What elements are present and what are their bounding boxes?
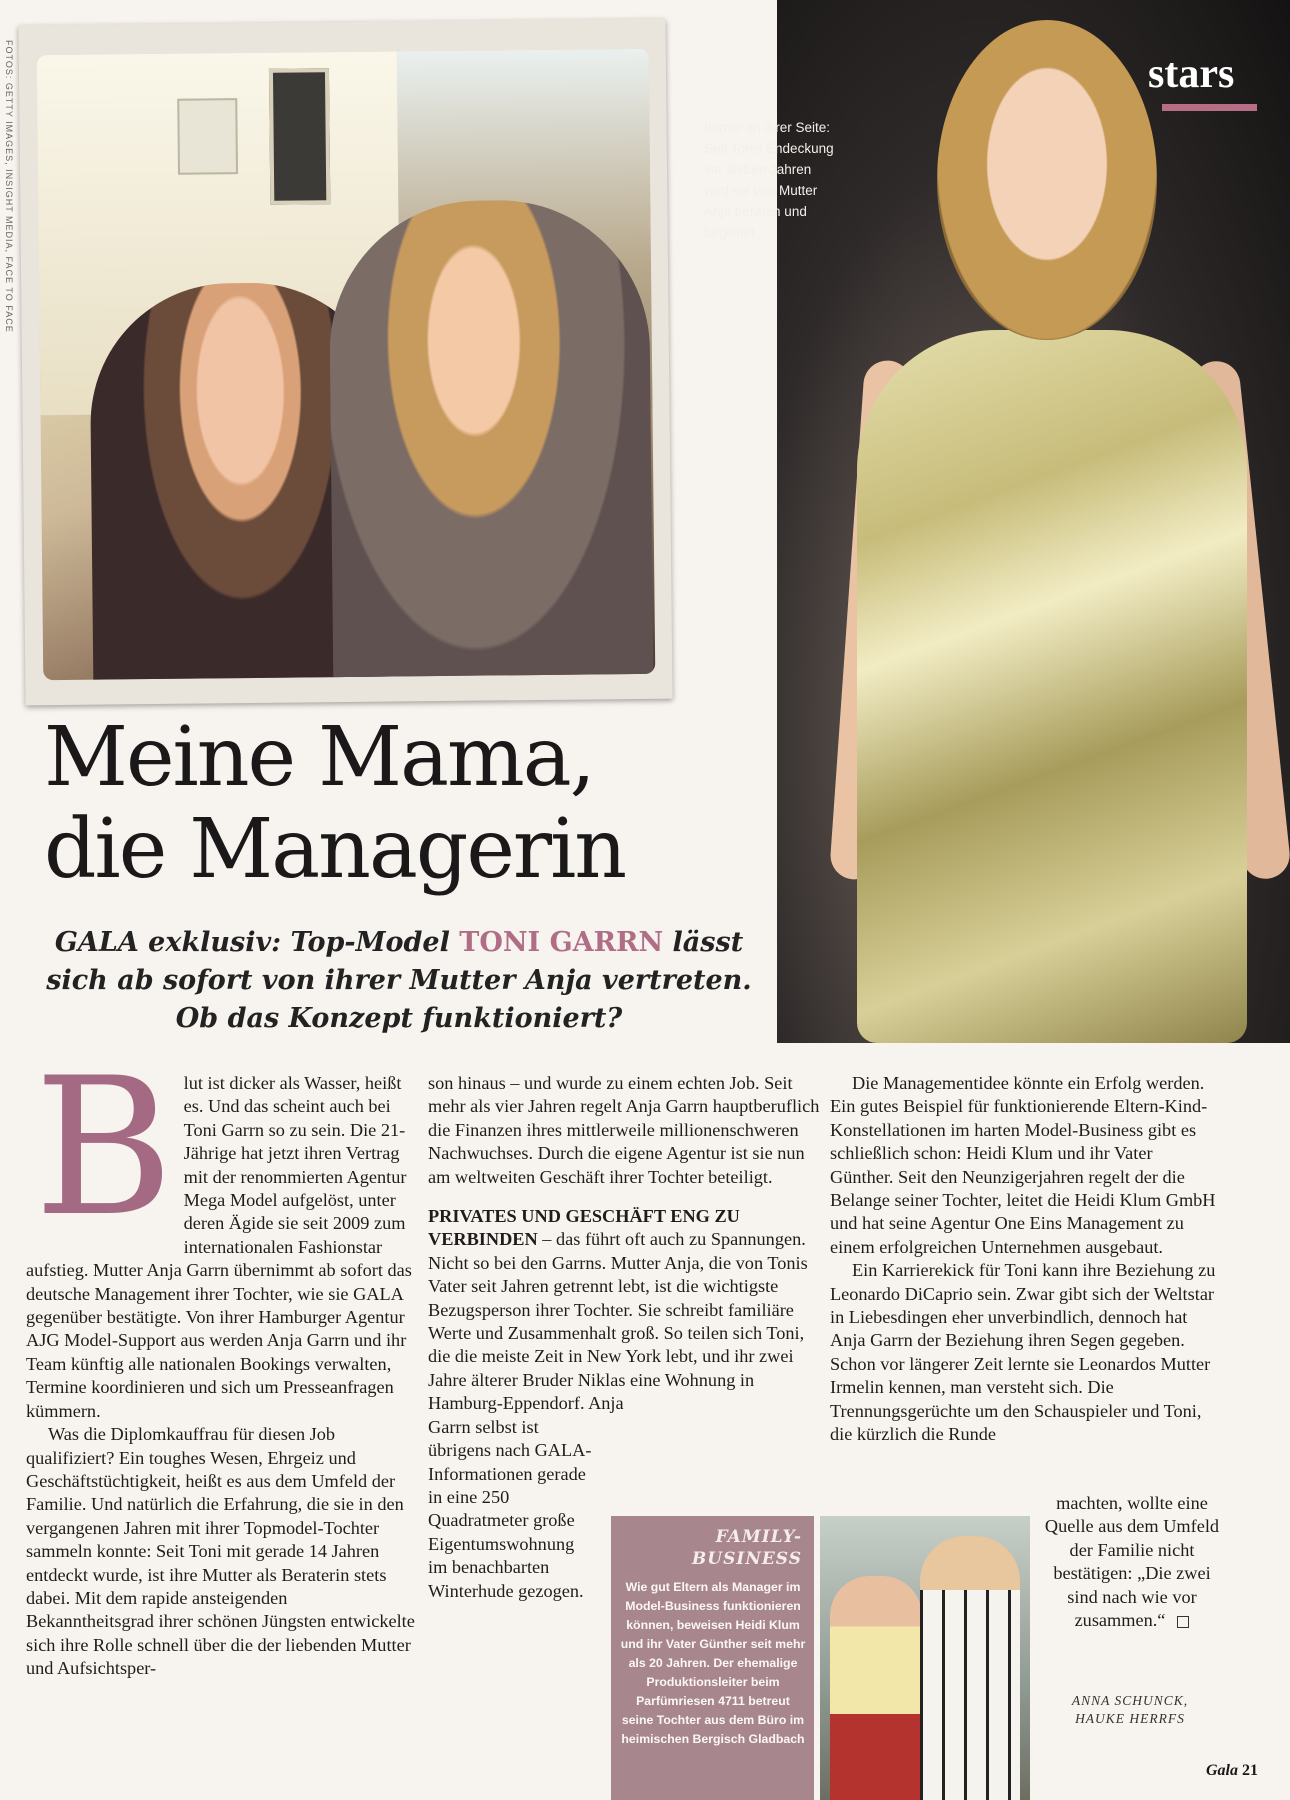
photo-credit-text: FOTOS: GETTY IMAGES, INSIGHT MEDIA, FACE TO FACE — [4, 40, 14, 333]
folio-magazine: Gala — [1206, 1762, 1238, 1779]
folio-page-number: 21 — [1242, 1762, 1258, 1779]
photo-wall-box — [177, 98, 238, 175]
box-title — [692, 1526, 802, 1570]
headline — [44, 712, 784, 896]
photo-father-figure — [830, 1576, 922, 1800]
family-business-box — [611, 1516, 814, 1800]
body-column-3-end — [1044, 1492, 1220, 1632]
headline-line-1: Meine Mama, — [44, 710, 594, 805]
box-title-line-2: BUSINESS — [691, 1549, 802, 1569]
col2-paragraph-1: son hinaus – und wurde zu einem echten Job. Seit mehr als vier Jahren regelt Anja Garrn hauptberuflich die Finanzen ihres mittlerweile millionenschweren Nachwuchses. Durch die eigene Agentur ist sie nun am weltweiten Geschäft ihrer Tochter beteiligt. — [428, 1073, 820, 1187]
runway-model-head — [937, 20, 1157, 340]
photo-heidi-figure — [920, 1536, 1020, 1800]
photo-credit — [2, 40, 16, 333]
col1-paragraph-1: lut ist dicker als Wasser, heißt es. Und das scheint auch bei Toni Garrn so zu sein. Die 21-Jährige hat jetzt ihren Vertrag mit der renommierten Agentur Mega Model aufgelöst, unter deren Ägide sie seit 2009 zum internationalen Fashionstar aufstieg. Mutter Anja Garrn übernimmt ab sofort das deutsche Management ihrer Tochter, wie sie GALA gegenüber bestätigte. Von ihrer Hamburger Agentur AJG Model-Support aus werden Anja Garrn und ihr Team künftig alle nationalen Bookings verwalten, Termine koordinieren und sich um Presseanfragen kümmern. — [26, 1073, 412, 1421]
section-underline — [1162, 104, 1257, 111]
dek-part-1: GALA exklusiv: Top-Model — [54, 927, 460, 958]
byline — [1045, 1692, 1215, 1728]
dek — [44, 924, 754, 1038]
box-title-line-1: FAMILY- — [715, 1527, 802, 1547]
dek-highlight-name: TONI GARRN — [459, 927, 664, 958]
runway-photo — [777, 0, 1290, 1043]
end-mark-icon — [1177, 1616, 1189, 1628]
runway-dress — [857, 330, 1247, 1043]
col2-paragraph-2 — [428, 1205, 820, 1416]
photo-window — [269, 68, 330, 205]
page-folio — [1206, 1762, 1258, 1780]
col1-paragraph-2: Was die Diplomkauffrau für diesen Job qualifiziert? Ein toughes Wesen, Ehrgeiz und Geschäftstüchtigkeit, heißt es aus dem Umfeld der Familie. Und natürlich die Erfahrung, die sie in den vergangenen Jahren mit ihrer Topmodel-Tochter sammeln konnte: Seit Toni mit gerade 14 Jahren entdeckt wurde, ist ihre Mutter als Beraterin stets dabei. Mit dem rapide ansteigenden Bekanntheitsgrad ihrer schönen Jüngsten entwickelte sich ihre Rolle schnell über die der liebenden Mutter und Aufsichtsper- — [26, 1424, 415, 1679]
dek-part-2: lässt sich ab sofort von ihrer Mutter Anja vertreten. Ob das Konzept funktioniert? — [46, 927, 752, 1034]
col2-paragraph-2-text: – das führt oft auch zu Spannungen. Nicht so bei den Garrns. Mutter Anja, die von Tonis Vater seit Jahren getrennt lebt, ist die wichtigste Bezugsperson ihrer Tochter. Sie schreibt familiäre Werte und Zusammenhalt groß. So teilen sich Toni, die die meiste Zeit in New York lebt, und ihr zwei Jahre älterer Bruder Niklas eine Wohnung in Hamburg-Eppendorf. Anja — [428, 1229, 808, 1414]
byline-author-1: ANNA SCHUNCK, — [1071, 1693, 1189, 1708]
body-column-3 — [830, 1072, 1218, 1447]
section-label: stars — [1148, 51, 1235, 97]
box-text: Wie gut Eltern als Manager im Model-Business funktionieren können, beweisen Heidi Klum und ihr Vater Günther seit mehr als 20 Jahren. Der ehemalige Produktionsleiter beim Parfümriesen 4711 betreut seine Tochter aus dem Büro im heimischen Bergisch Gladbach — [620, 1580, 806, 1746]
photo-caption: Immer an ihrer Seite: Seit Tonis Endeckung vor sieben Jahren wird sie von Mutter Anja beraten und begleitet — [704, 120, 834, 240]
col3-paragraph-3-text: machten, wollte eine Quelle aus dem Umfeld der Familie nicht bestätigen: „Die zwei sind nach wie vor zusammen.“ — [1044, 1493, 1220, 1631]
col2-paragraph-3: Garrn selbst ist übrigens nach GALA-Informationen gerade in eine 250 Quadratmeter große Eigentumswohnung im benachbarten Winterhude gezogen. — [428, 1416, 592, 1601]
klum-photo — [820, 1516, 1030, 1800]
body-column-1 — [26, 1037, 415, 1681]
mother-daughter-photo — [37, 49, 656, 680]
col3-paragraph-3 — [1044, 1492, 1220, 1632]
col3-paragraph-1: Die Managementidee könnte ein Erfolg werden. Ein gutes Beispiel für funktionierende Eltern-Kind-Konstellationen im harten Model-Business gibt es schließlich schon: Heidi Klum und ihr Vater Günther. Seit den Neunzigerjahren regelt der die Belange seiner Tochter, leitet die Heidi Klum GmbH und hat seine Agentur One Eins Management zu einem erfolgreichen Unternehmen ausgebaut. — [830, 1073, 1216, 1257]
dropcap: B — [34, 1037, 174, 1258]
polaroid-photo — [18, 19, 672, 706]
byline-author-2: HAUKE HERRFS — [1075, 1711, 1185, 1726]
photo-daughter-figure — [328, 199, 653, 680]
headline-line-2: die Managerin — [44, 802, 626, 897]
col2-subhead: PRIVATES UND GESCHÄFT ENG ZU VERBINDEN — [428, 1206, 740, 1250]
col3-paragraph-2: Ein Karrierekick für Toni kann ihre Beziehung zu Leonardo DiCaprio sein. Zwar gibt sich der Weltstar in Liebesdingen eher unverbindlich, dennoch hat Anja Garrn der Beziehung ihren Segen gegeben. Schon vor längerer Zeit lernte sie Leonardos Mutter Irmelin kennen, man versteht sich. Die Trennungsgerüchte um den Schauspieler und Toni, die kürzlich die Runde — [830, 1260, 1216, 1445]
